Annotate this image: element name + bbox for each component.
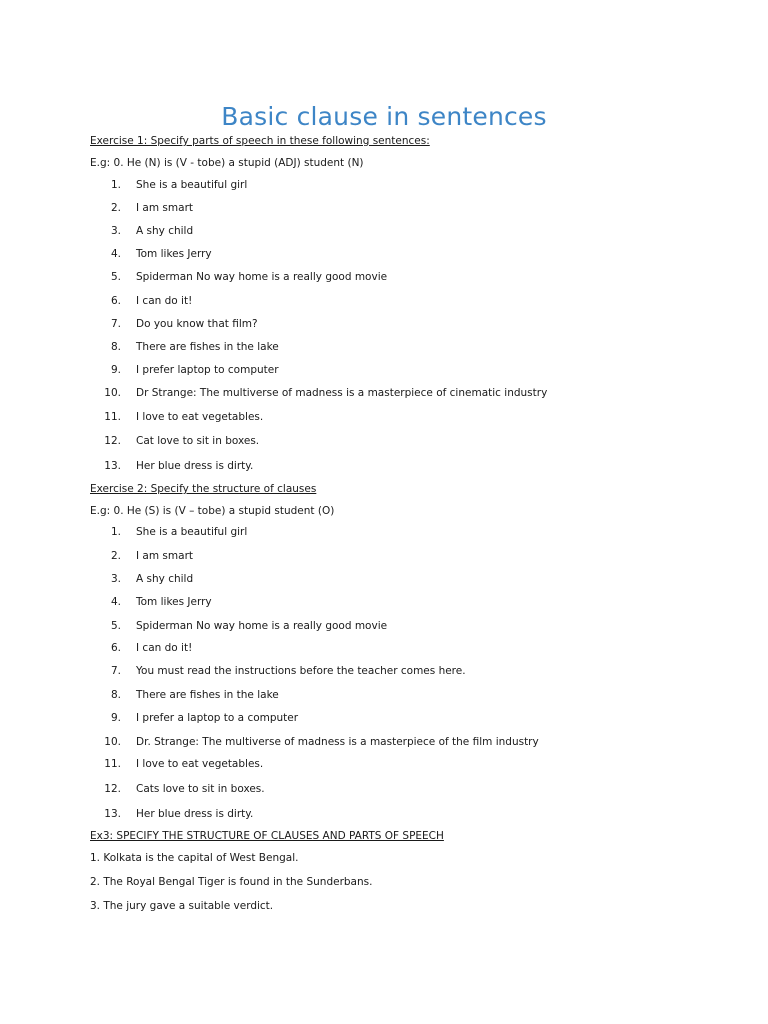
list-item-number: 11. [104, 411, 121, 423]
list-item-number: 2. [110, 202, 121, 214]
list-item-text: You must read the instructions before the teacher comes here. [136, 665, 466, 677]
list-item-text: Cat love to sit in boxes. [136, 435, 260, 447]
list-item-text: Spiderman No way home is a really good movie [136, 620, 388, 632]
list-item-text: I love to eat vegetables. [136, 411, 264, 423]
list-item-text: A shy child [136, 225, 194, 237]
list-item-text: Dr. Strange: The multiverse of madness is a masterpiece of the film industry [136, 736, 539, 748]
list-item-number: 8. [110, 689, 121, 701]
exercise2-example: E.g: 0. He (S) is (V – tobe) a stupid student (O) [90, 505, 335, 517]
list-item-text: She is a beautiful girl [136, 526, 248, 538]
list-item-number: 5. [110, 620, 121, 632]
list-item-number: 8. [110, 341, 121, 353]
exercise3-item: 2. The Royal Bengal Tiger is found in the Sunderbans. [90, 876, 373, 888]
list-item-text: There are fishes in the lake [136, 689, 279, 701]
exercise1-heading: Exercise 1: Specify parts of speech in these following sentences: [90, 135, 430, 147]
list-item-text: I am smart [136, 550, 194, 562]
list-item-text: I love to eat vegetables. [136, 758, 264, 770]
exercise2-heading: Exercise 2: Specify the structure of clauses [90, 483, 317, 495]
list-item-number: 7. [110, 665, 121, 677]
list-item-text: Dr Strange: The multiverse of madness is a masterpiece of cinematic industry [136, 387, 548, 399]
list-item-text: A shy child [136, 573, 194, 585]
list-item-number: 13. [104, 460, 121, 472]
list-item-text: I prefer a laptop to a computer [136, 712, 299, 724]
list-item-text: Cats love to sit in boxes. [136, 783, 265, 795]
list-item-text: Spiderman No way home is a really good movie [136, 271, 388, 283]
list-item-text: Tom likes Jerry [136, 596, 212, 608]
list-item-number: 10. [104, 387, 121, 399]
exercise3-item: 1. Kolkata is the capital of West Bengal. [90, 852, 299, 864]
list-item-number: 2. [110, 550, 121, 562]
list-item-text: I am smart [136, 202, 194, 214]
list-item-number: 6. [110, 295, 121, 307]
list-item-number: 1. [110, 526, 121, 538]
list-item-text: Her blue dress is dirty. [136, 808, 254, 820]
list-item-number: 3. [110, 573, 121, 585]
list-item-number: 11. [104, 758, 121, 770]
list-item-number: 9. [110, 364, 121, 376]
list-item-text: There are fishes in the lake [136, 341, 279, 353]
list-item-number: 3. [110, 225, 121, 237]
list-item-number: 6. [110, 642, 121, 654]
list-item-text: Her blue dress is dirty. [136, 460, 254, 472]
list-item-text: I can do it! [136, 295, 193, 307]
list-item-number: 12. [104, 783, 121, 795]
list-item-text: I can do it! [136, 642, 193, 654]
list-item-number: 4. [110, 248, 121, 260]
exercise1-example: E.g: 0. He (N) is (V - tobe) a stupid (ADJ) student (N) [90, 157, 364, 169]
list-item-text: Tom likes Jerry [136, 248, 212, 260]
exercise3-heading: Ex3: SPECIFY THE STRUCTURE OF CLAUSES AND PARTS OF SPEECH [90, 830, 444, 842]
list-item-text: I prefer laptop to computer [136, 364, 279, 376]
list-item-number: 10. [104, 736, 121, 748]
list-item-text: Do you know that film? [136, 318, 258, 330]
exercise3-item: 3. The jury gave a suitable verdict. [90, 900, 274, 912]
list-item-number: 12. [104, 435, 121, 447]
list-item-number: 1. [110, 179, 121, 191]
list-item-number: 9. [110, 712, 121, 724]
list-item-number: 5. [110, 271, 121, 283]
list-item-number: 13. [104, 808, 121, 820]
list-item-number: 7. [110, 318, 121, 330]
list-item-text: She is a beautiful girl [136, 179, 248, 191]
list-item-number: 4. [110, 596, 121, 608]
page-title: Basic clause in sentences [221, 102, 547, 131]
